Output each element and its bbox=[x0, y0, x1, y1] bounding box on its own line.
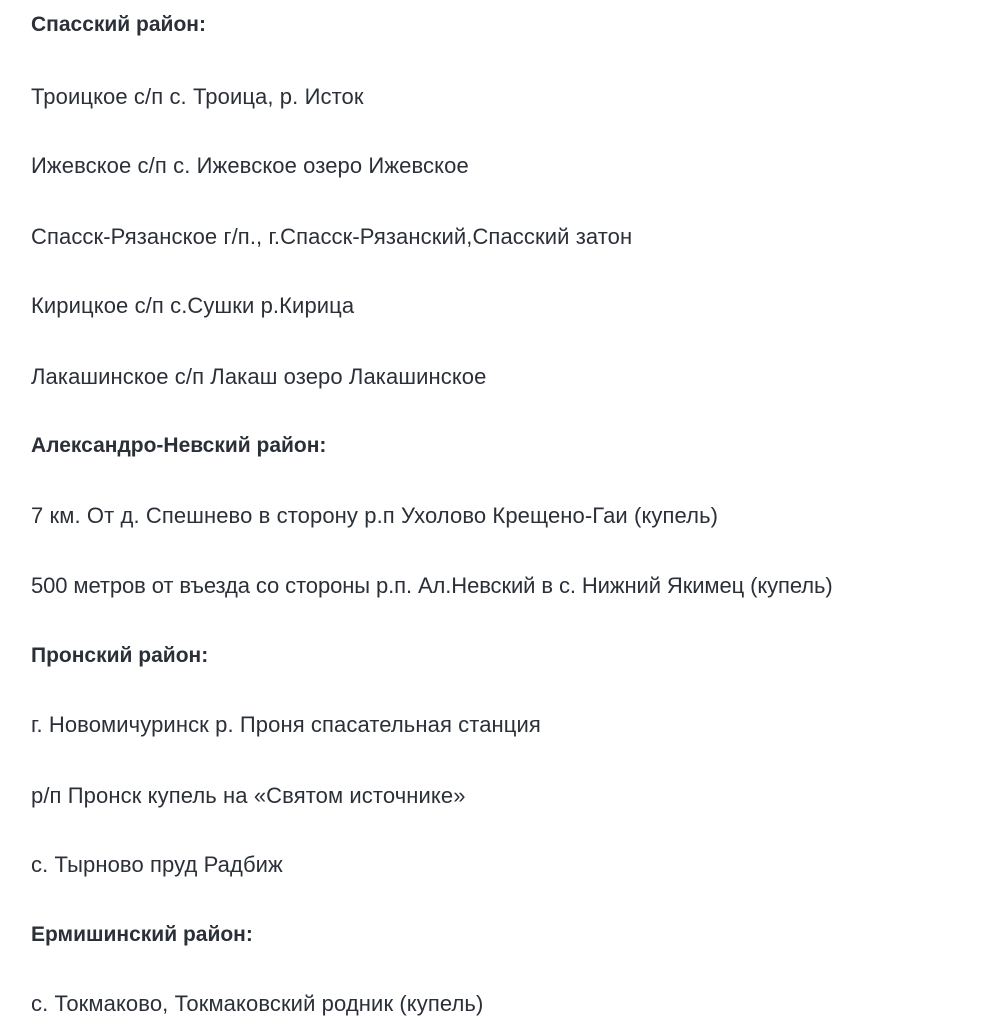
location-item: 7 км. От д. Спешнево в сторону р.п Ухолово Крещено-Гаи (купель) bbox=[31, 503, 719, 528]
location-item: Троицкое с/п с. Троица, р. Исток bbox=[31, 84, 364, 109]
district-heading-ermishinsky: Ермишинский район: bbox=[31, 923, 253, 946]
district-heading-pronsky: Пронский район: bbox=[31, 644, 209, 667]
location-item: Ижевское с/п с. Ижевское озеро Ижевское bbox=[31, 153, 469, 178]
location-item: 500 метров от въезда со стороны р.п. Ал.Невский в с. Нижний Якимец (купель) bbox=[31, 573, 833, 598]
location-item: с. Токмаково, Токмаковский родник (купель) bbox=[31, 991, 484, 1016]
district-heading-spassky: Спасский район: bbox=[31, 13, 206, 36]
location-item: Кирицкое с/п с.Сушки р.Кирица bbox=[31, 293, 355, 318]
location-item: Спасск-Рязанское г/п., г.Спасск-Рязанский,Спасский затон bbox=[31, 224, 633, 249]
district-heading-alexandro-nevsky: Александро-Невский район: bbox=[31, 434, 327, 457]
location-item: с. Тырново пруд Радбиж bbox=[31, 852, 283, 877]
location-item: Лакашинское с/п Лакаш озеро Лакашинское bbox=[31, 364, 487, 389]
location-item: г. Новомичуринск р. Проня спасательная станция bbox=[31, 712, 541, 737]
location-item: р/п Пронск купель на «Святом источнике» bbox=[31, 783, 466, 808]
